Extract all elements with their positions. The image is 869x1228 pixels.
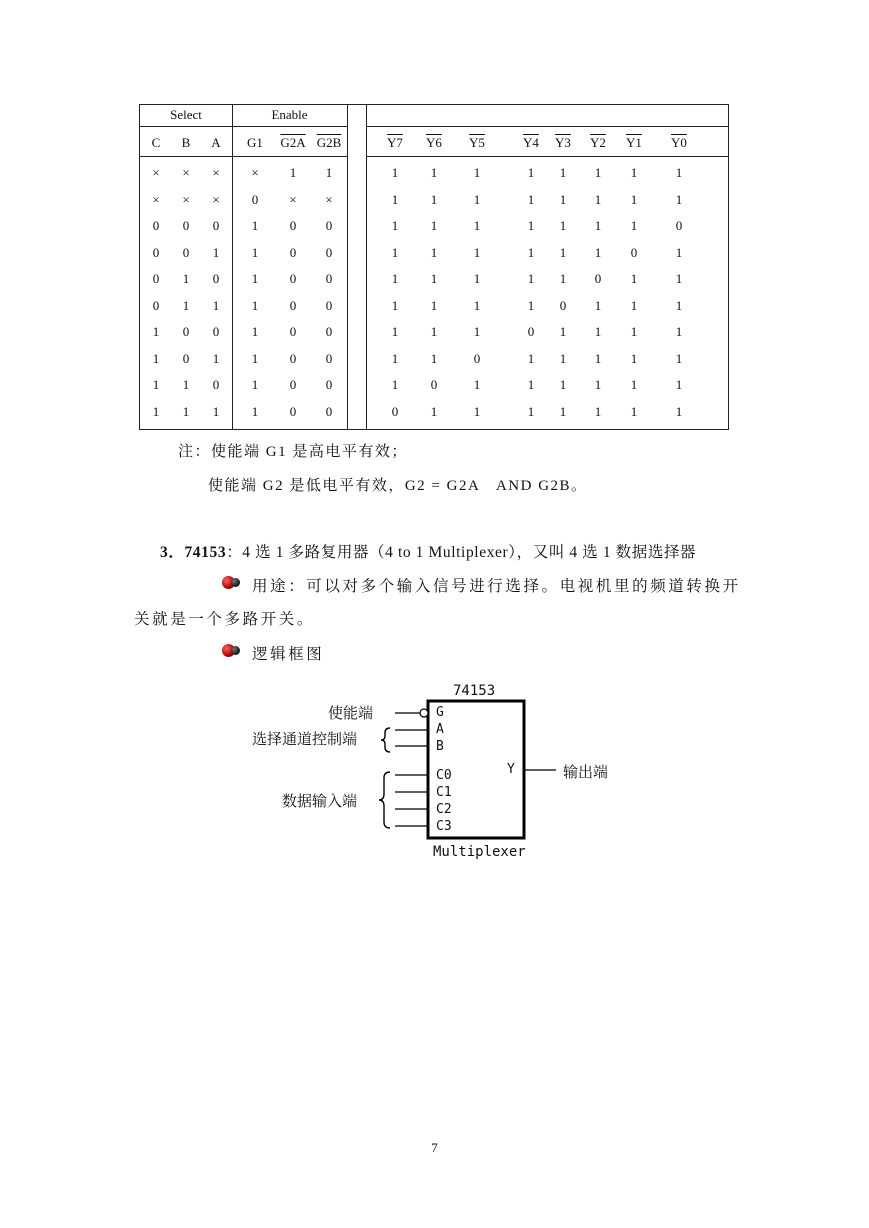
table-cell-output: 1 (430, 271, 438, 286)
table-cell-output: 1 (630, 298, 638, 313)
table-cell-select: × (152, 165, 160, 180)
table-cell-output: 0 (473, 351, 481, 366)
table-cell-enable: 1 (289, 165, 297, 180)
table-cell-output: 1 (391, 324, 399, 339)
inversion-bubble (420, 709, 428, 717)
table-cell-output: 1 (559, 377, 567, 392)
select-brace (381, 728, 390, 752)
table-cell-output: 1 (473, 404, 481, 419)
table-cell-select: × (182, 192, 190, 207)
table-cell-output: 1 (559, 245, 567, 260)
table-cell-output: 1 (430, 165, 438, 180)
table-cell-output: 1 (527, 351, 535, 366)
table-cell-select: 1 (212, 404, 220, 419)
table-cell-select: 0 (152, 218, 160, 233)
table-cell-output: 1 (473, 298, 481, 313)
table-cell-output: 1 (391, 298, 399, 313)
table-cell-output: 1 (594, 165, 602, 180)
output-label: 输出端 (563, 763, 609, 781)
col-header-output: Y7 (387, 135, 403, 150)
table-cell-output: 1 (630, 271, 638, 286)
table-cell-select: 1 (212, 298, 220, 313)
col-header-select: A (211, 135, 221, 150)
table-cell-output: 1 (527, 165, 535, 180)
table-cell-select: × (212, 192, 220, 207)
note-g1: 注：使能端 G1 是高电平有效； (178, 444, 408, 460)
table-cell-enable: 0 (289, 271, 297, 286)
table-cell-select: 0 (182, 351, 190, 366)
table-cell-enable: 0 (289, 324, 297, 339)
col-header-output: Y3 (555, 135, 571, 150)
table-cell-output: 1 (391, 165, 399, 180)
table-cell-select: 1 (152, 377, 160, 392)
col-header-output: Y0 (671, 135, 687, 150)
col-header-output: Y2 (590, 135, 606, 150)
table-cell-output: 1 (559, 165, 567, 180)
table-cell-enable: 1 (251, 351, 259, 366)
table-cell-output: 1 (473, 218, 481, 233)
table-cell-output: 1 (527, 271, 535, 286)
note-g2: 使能端 G2 是低电平有效，G2 = G2A AND G2B。 (208, 478, 588, 494)
table-cell-output: 1 (473, 192, 481, 207)
table-cell-select: 0 (152, 245, 160, 260)
col-header-output: Y6 (426, 135, 442, 150)
table-cell-output: 1 (559, 324, 567, 339)
col-header-output: Y4 (523, 135, 539, 150)
table-cell-select: 0 (152, 271, 160, 286)
table-cell-select: 1 (182, 404, 190, 419)
table-cell-output: 1 (594, 218, 602, 233)
table-cell-select: 0 (152, 298, 160, 313)
table-cell-output: 1 (559, 218, 567, 233)
table-cell-select: 1 (152, 324, 160, 339)
table-cell-output: 0 (391, 404, 399, 419)
table-cell-enable: 0 (251, 192, 259, 207)
table-cell-output: 1 (391, 192, 399, 207)
table-cell-select: 0 (212, 377, 220, 392)
table-cell-select: 0 (182, 218, 190, 233)
table-cell-output: 0 (630, 245, 638, 260)
table-cell-enable: × (325, 192, 333, 207)
table-cell-output: 1 (594, 404, 602, 419)
col-header-select: B (181, 135, 191, 150)
table-cell-output: 1 (527, 298, 535, 313)
table-cell-output: 1 (527, 377, 535, 392)
table-cell-output: 1 (391, 245, 399, 260)
pin-b-label: B (436, 739, 444, 754)
table-cell-enable: 1 (251, 404, 259, 419)
page-number: 7 (431, 1140, 438, 1155)
table-cell-output: 1 (630, 165, 638, 180)
table-cell-enable: 0 (325, 218, 333, 233)
table-cell-output: 1 (527, 404, 535, 419)
table-cell-output: 1 (559, 351, 567, 366)
table-cell-output: 1 (630, 218, 638, 233)
table-cell-output: 1 (391, 351, 399, 366)
table-cell-select: 1 (212, 351, 220, 366)
table-cell-output: 1 (430, 192, 438, 207)
table-cell-output: 1 (675, 404, 683, 419)
table-cell-select: 1 (212, 245, 220, 260)
section-number: 3．74153 (160, 544, 227, 561)
select-group-header: Select (170, 107, 202, 122)
col-header-enable: G2A (280, 135, 306, 150)
table-cell-output: 1 (594, 324, 602, 339)
table-cell-enable: 0 (289, 351, 297, 366)
table-cell-enable: 0 (325, 404, 333, 419)
table-cell-output: 1 (473, 324, 481, 339)
table-cell-output: 1 (630, 351, 638, 366)
table-cell-enable: × (289, 192, 297, 207)
table-cell-output: 1 (527, 245, 535, 260)
table-cell-output: 1 (630, 377, 638, 392)
table-cell-enable: 0 (289, 298, 297, 313)
chip-footer: Multiplexer (433, 844, 526, 860)
table-cell-output: 0 (527, 324, 535, 339)
table-cell-output: 1 (473, 377, 481, 392)
table-cell-output: 1 (630, 192, 638, 207)
enable-group-header: Enable (271, 107, 308, 122)
table-cell-enable: 0 (289, 218, 297, 233)
pin-c3-label: C3 (436, 819, 452, 834)
pin-a-label: A (436, 722, 444, 737)
table-cell-output: 0 (594, 271, 602, 286)
table-cell-enable: × (251, 165, 259, 180)
usage-line-2: 关就是一个多路开关。 (134, 611, 316, 628)
table-cell-enable: 0 (325, 245, 333, 260)
table-cell-enable: 0 (325, 377, 333, 392)
table-cell-select: 0 (212, 218, 220, 233)
table-cell-enable: 1 (251, 218, 259, 233)
table-cell-enable: 1 (251, 324, 259, 339)
table-cell-output: 1 (430, 218, 438, 233)
table-cell-enable: 1 (251, 245, 259, 260)
diagram-heading: 逻辑框图 (252, 646, 325, 663)
table-cell-output: 1 (675, 245, 683, 260)
table-cell-select: 0 (182, 324, 190, 339)
table-cell-select: 0 (182, 245, 190, 260)
table-cell-select: × (182, 165, 190, 180)
table-cell-output: 1 (391, 218, 399, 233)
table-cell-enable: 1 (325, 165, 333, 180)
table-cell-output: 1 (675, 298, 683, 313)
usage-line-1: 用途：可以对多个输入信号进行选择。电视机里的频道转换开 (252, 578, 741, 595)
table-cell-enable: 0 (325, 298, 333, 313)
table-cell-select: × (212, 165, 220, 180)
table-cell-select: 0 (212, 271, 220, 286)
col-header-output: Y1 (626, 135, 642, 150)
table-cell-output: 1 (675, 351, 683, 366)
table-cell-output: 1 (527, 192, 535, 207)
data-input-label: 数据输入端 (282, 792, 358, 810)
table-cell-output: 1 (630, 324, 638, 339)
col-header-enable: G1 (247, 135, 263, 150)
pin-c1-label: C1 (436, 785, 452, 800)
table-cell-output: 1 (594, 245, 602, 260)
table-cell-output: 1 (430, 351, 438, 366)
enable-label: 使能端 (328, 704, 374, 722)
table-cell-output: 1 (559, 192, 567, 207)
table-cell-select: 1 (152, 351, 160, 366)
table-cell-select: 1 (182, 377, 190, 392)
select-label: 选择通道控制端 (252, 730, 358, 748)
table-cell-enable: 0 (325, 351, 333, 366)
pin-c0-label: C0 (436, 768, 452, 783)
chip-name: 74153 (453, 683, 496, 699)
table-cell-select: × (152, 192, 160, 207)
table-cell-output: 0 (559, 298, 567, 313)
table-cell-output: 1 (391, 377, 399, 392)
table-cell-output: 1 (473, 245, 481, 260)
table-cell-select: 1 (182, 298, 190, 313)
table-cell-output: 1 (430, 298, 438, 313)
pin-g-label: G (436, 705, 444, 720)
pin-y-label: Y (507, 762, 515, 777)
table-cell-enable: 1 (251, 298, 259, 313)
table-cell-output: 1 (630, 404, 638, 419)
table-cell-output: 1 (559, 404, 567, 419)
table-cell-enable: 0 (289, 377, 297, 392)
table-cell-output: 1 (594, 192, 602, 207)
col-header-output: Y5 (469, 135, 485, 150)
table-cell-select: 1 (182, 271, 190, 286)
table-cell-output: 1 (473, 271, 481, 286)
table-cell-output: 0 (675, 218, 683, 233)
table-cell-output: 1 (675, 324, 683, 339)
table-cell-enable: 0 (325, 324, 333, 339)
table-cell-output: 1 (675, 165, 683, 180)
table-cell-output: 1 (675, 377, 683, 392)
data-brace (379, 772, 390, 828)
table-cell-output: 1 (675, 192, 683, 207)
table-cell-output: 1 (430, 404, 438, 419)
table-cell-output: 1 (430, 245, 438, 260)
table-cell-output: 1 (594, 377, 602, 392)
col-header-select: C (151, 135, 161, 150)
table-cell-output: 1 (594, 351, 602, 366)
table-cell-enable: 0 (289, 404, 297, 419)
table-cell-output: 1 (675, 271, 683, 286)
table-cell-select: 1 (152, 404, 160, 419)
pin-c2-label: C2 (436, 802, 452, 817)
table-cell-output: 1 (559, 271, 567, 286)
table-cell-select: 0 (212, 324, 220, 339)
table-cell-output: 1 (430, 324, 438, 339)
table-cell-output: 1 (391, 271, 399, 286)
table-cell-output: 0 (430, 377, 438, 392)
table-cell-enable: 1 (251, 377, 259, 392)
col-header-enable: G2B (316, 135, 342, 150)
table-cell-output: 1 (473, 165, 481, 180)
section-text: ：4 选 1 多路复用器（4 to 1 Multiplexer），又叫 4 选 1 数据选择器 (226, 544, 697, 561)
table-cell-output: 1 (527, 218, 535, 233)
table-cell-output: 1 (594, 298, 602, 313)
table-cell-enable: 0 (325, 271, 333, 286)
table-cell-enable: 1 (251, 271, 259, 286)
table-cell-enable: 0 (289, 245, 297, 260)
